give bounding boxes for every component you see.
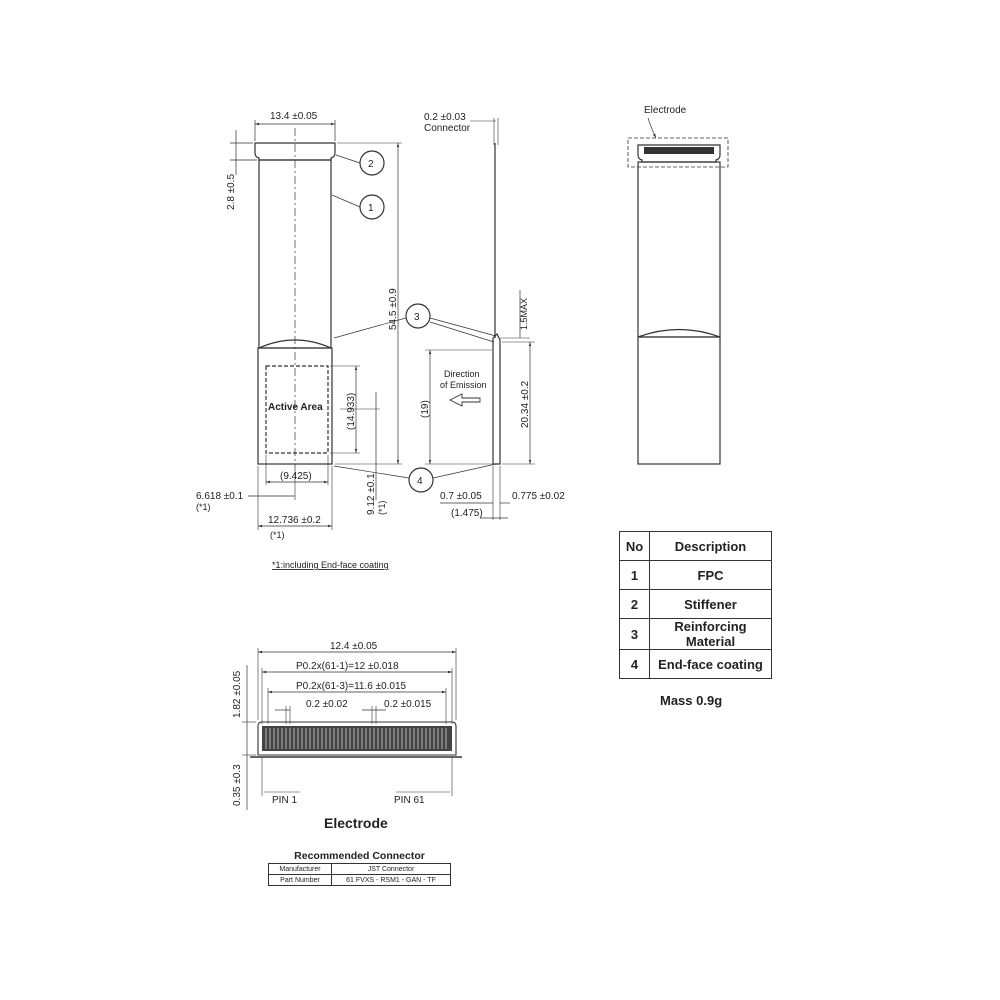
dim-pitch-58: P0.2x(61-3)=11.6 ±0.015 — [296, 681, 407, 692]
header-no: No — [620, 532, 650, 561]
dim-bottom-width: 12.736 ±0.2 — [268, 515, 321, 526]
table-row — [620, 619, 772, 650]
dim-width-top: 13.4 ±0.05 — [270, 111, 318, 122]
parts-table — [619, 531, 772, 679]
direction-label-2: of Emission — [440, 380, 487, 390]
row-desc: Reinforcing Material — [650, 619, 772, 650]
dim-19: (19) — [420, 400, 431, 418]
row-desc: End-face coating — [650, 650, 772, 679]
electrode-pins — [262, 726, 452, 751]
row-no: 2 — [620, 590, 650, 619]
manufacturer-value: JST Connector — [332, 864, 451, 875]
table-row — [620, 590, 772, 619]
recommended-connector-table — [268, 849, 451, 886]
callout-1-label: 1 — [368, 203, 374, 214]
table-row — [620, 561, 772, 590]
dim-offset-left: 6.618 ±0.1 — [196, 491, 244, 502]
row-no: 3 — [620, 619, 650, 650]
front-view — [230, 120, 496, 530]
active-area-label: Active Area — [268, 402, 323, 413]
table-row — [269, 864, 451, 875]
pin61-label: PIN 61 — [394, 795, 425, 806]
callout-3-label: 3 — [414, 312, 420, 323]
connector-label: Connector — [424, 123, 471, 134]
dim-1-82: 1.82 ±0.05 — [232, 670, 243, 718]
header-description: Description — [650, 532, 772, 561]
dim-0-7: 0.7 ±0.05 — [440, 491, 482, 502]
side-panel — [493, 334, 500, 464]
dim-pitch-left: 0.2 ±0.02 — [306, 699, 348, 710]
table-row — [620, 650, 772, 679]
dim-20-34: 20.34 ±0.2 — [520, 380, 531, 428]
dim-bottom-width-note: (*1) — [270, 530, 285, 540]
dim-max-thickness: 1.5MAX — [519, 297, 529, 330]
electrode-contacts — [644, 147, 714, 154]
dim-stiffener-height: 2.8 ±0.5 — [226, 173, 237, 210]
dim-12-4: 12.4 ±0.05 — [330, 641, 378, 652]
manufacturer-label: Manufacturer — [269, 864, 332, 875]
part-number-value: 61 FVXS - RSM1 - GAN - TF — [332, 875, 451, 886]
row-desc: Stiffener — [650, 590, 772, 619]
row-no: 1 — [620, 561, 650, 590]
dim-offset-vertical-note: (*1) — [377, 500, 387, 515]
callout-2-label: 2 — [368, 159, 374, 170]
dim-active-width: (9.425) — [280, 471, 312, 482]
emission-arrow — [450, 394, 480, 406]
recommended-connector-title: Recommended Connector — [269, 849, 451, 864]
back-view — [628, 118, 728, 464]
dim-0-775: 0.775 ±0.02 — [512, 491, 565, 502]
direction-label-1: Direction — [444, 369, 480, 379]
dim-1-475: (1.475) — [451, 508, 483, 519]
dim-offset-vertical: 9.12 ±0.1 — [366, 473, 377, 515]
electrode-title: Electrode — [324, 815, 388, 831]
callout-4-label: 4 — [417, 476, 423, 487]
part-number-label: Part Number — [269, 875, 332, 886]
dim-offset-left-note: (*1) — [196, 502, 211, 512]
electrode-label-back: Electrode — [644, 105, 687, 116]
table-row — [269, 875, 451, 886]
dim-total-length: 54.5 ±0.9 — [388, 288, 399, 330]
electrode-view — [242, 648, 462, 810]
pin1-label: PIN 1 — [272, 795, 298, 806]
parts-table-header — [620, 532, 772, 561]
dim-connector: 0.2 ±0.03 — [424, 112, 466, 123]
dim-0-35: 0.35 ±0.3 — [232, 764, 243, 806]
footnote: *1:including End-face coating — [272, 560, 389, 570]
dim-active-height: (14.933) — [346, 392, 357, 430]
dim-pitch-61: P0.2x(61-1)=12 ±0.018 — [296, 661, 399, 672]
row-desc: FPC — [650, 561, 772, 590]
dim-pitch-right: 0.2 ±0.015 — [384, 699, 432, 710]
mass-label: Mass 0.9g — [660, 693, 723, 708]
row-no: 4 — [620, 650, 650, 679]
